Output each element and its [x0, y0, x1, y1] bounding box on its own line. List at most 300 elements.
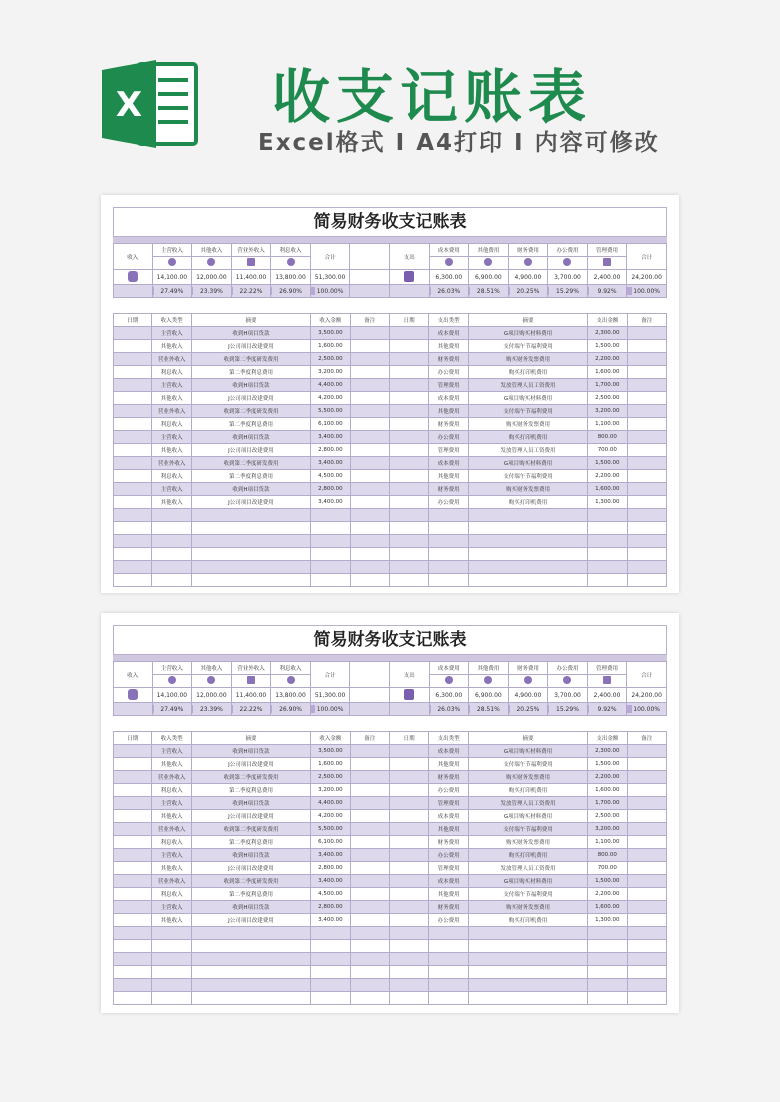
ledger-cell[interactable]: 发放管理人员工资费用: [468, 379, 587, 392]
ledger-cell[interactable]: 主营收入: [152, 327, 191, 340]
ledger-cell[interactable]: 财务费用: [429, 418, 468, 431]
ledger-cell[interactable]: [389, 758, 428, 771]
ledger-cell[interactable]: [350, 810, 389, 823]
ledger-cell[interactable]: 收到第二季度研发费用: [191, 771, 310, 784]
ledger-cell[interactable]: [350, 535, 389, 548]
ledger-cell[interactable]: [468, 522, 587, 535]
ledger-cell[interactable]: 成本费用: [429, 327, 468, 340]
ledger-cell[interactable]: [191, 561, 310, 574]
ledger-cell[interactable]: 6,100.00: [311, 418, 350, 431]
ledger-cell[interactable]: [627, 340, 666, 353]
ledger-cell[interactable]: [152, 992, 191, 1005]
ledger-cell[interactable]: [114, 758, 152, 771]
ledger-cell[interactable]: 4,400.00: [311, 379, 350, 392]
ledger-cell[interactable]: [114, 522, 152, 535]
ledger-cell[interactable]: 成本费用: [429, 810, 468, 823]
ledger-cell[interactable]: [191, 940, 310, 953]
ledger-cell[interactable]: [389, 992, 428, 1005]
ledger-cell[interactable]: [627, 535, 666, 548]
ledger-cell[interactable]: [114, 849, 152, 862]
ledger-cell[interactable]: 3,500.00: [311, 327, 350, 340]
ledger-cell[interactable]: [191, 966, 310, 979]
ledger-cell[interactable]: 购买打印机费用: [468, 914, 587, 927]
ledger-cell[interactable]: 800.00: [588, 431, 627, 444]
ledger-cell[interactable]: 营业外收入: [152, 823, 191, 836]
ledger-cell[interactable]: [429, 927, 468, 940]
ledger-cell[interactable]: 财务费用: [429, 836, 468, 849]
ledger-cell[interactable]: [627, 797, 666, 810]
ledger-cell[interactable]: [389, 914, 428, 927]
ledger-cell[interactable]: [389, 496, 428, 509]
ledger-cell[interactable]: [350, 836, 389, 849]
ledger-cell[interactable]: [311, 953, 350, 966]
ledger-cell[interactable]: [114, 927, 152, 940]
ledger-cell[interactable]: G项目购买材料费用: [468, 327, 587, 340]
ledger-cell[interactable]: G项目购买材料费用: [468, 392, 587, 405]
ledger-cell[interactable]: [114, 470, 152, 483]
ledger-cell[interactable]: [588, 522, 627, 535]
ledger-cell[interactable]: [389, 379, 428, 392]
ledger-cell[interactable]: 办公费用: [429, 431, 468, 444]
ledger-cell[interactable]: 1,600.00: [588, 366, 627, 379]
ledger-cell[interactable]: 第二季度利息费用: [191, 784, 310, 797]
ledger-cell[interactable]: [114, 418, 152, 431]
ledger-cell[interactable]: [389, 797, 428, 810]
ledger-cell[interactable]: [152, 940, 191, 953]
ledger-cell[interactable]: [627, 561, 666, 574]
ledger-cell[interactable]: 支付端午节福利费用: [468, 823, 587, 836]
ledger-cell[interactable]: [389, 418, 428, 431]
ledger-cell[interactable]: 5,500.00: [311, 823, 350, 836]
ledger-cell[interactable]: [350, 758, 389, 771]
ledger-cell[interactable]: [389, 849, 428, 862]
ledger-cell[interactable]: [114, 327, 152, 340]
ledger-cell[interactable]: 购买财务发票费用: [468, 483, 587, 496]
ledger-cell[interactable]: [627, 522, 666, 535]
ledger-cell[interactable]: [350, 379, 389, 392]
ledger-cell[interactable]: 主营收入: [152, 745, 191, 758]
ledger-cell[interactable]: [429, 574, 468, 587]
ledger-cell[interactable]: 3,200.00: [588, 823, 627, 836]
ledger-cell[interactable]: 3,500.00: [311, 745, 350, 758]
ledger-cell[interactable]: [627, 758, 666, 771]
ledger-cell[interactable]: [114, 548, 152, 561]
ledger-cell[interactable]: [152, 574, 191, 587]
ledger-cell[interactable]: 收到第二季度研发费用: [191, 875, 310, 888]
ledger-cell[interactable]: 其他费用: [429, 340, 468, 353]
ledger-cell[interactable]: [152, 953, 191, 966]
ledger-cell[interactable]: [311, 522, 350, 535]
ledger-cell[interactable]: J公司项目改建费用: [191, 340, 310, 353]
ledger-cell[interactable]: [389, 771, 428, 784]
ledger-cell[interactable]: [389, 444, 428, 457]
ledger-cell[interactable]: [389, 340, 428, 353]
ledger-cell[interactable]: J公司项目改建费用: [191, 914, 310, 927]
ledger-cell[interactable]: [350, 470, 389, 483]
ledger-cell[interactable]: 支付端午节福利费用: [468, 405, 587, 418]
ledger-cell[interactable]: [588, 953, 627, 966]
ledger-cell[interactable]: [389, 483, 428, 496]
ledger-cell[interactable]: [468, 953, 587, 966]
ledger-cell[interactable]: 营业外收入: [152, 353, 191, 366]
ledger-cell[interactable]: [350, 548, 389, 561]
ledger-cell[interactable]: 1,500.00: [588, 758, 627, 771]
ledger-cell[interactable]: [468, 927, 587, 940]
ledger-cell[interactable]: 主营收入: [152, 849, 191, 862]
ledger-cell[interactable]: 收到H项目货款: [191, 797, 310, 810]
ledger-cell[interactable]: [429, 966, 468, 979]
ledger-cell[interactable]: [114, 992, 152, 1005]
ledger-cell[interactable]: [152, 509, 191, 522]
ledger-cell[interactable]: [114, 979, 152, 992]
ledger-cell[interactable]: 办公费用: [429, 914, 468, 927]
ledger-cell[interactable]: 成本费用: [429, 875, 468, 888]
ledger-cell[interactable]: [468, 548, 587, 561]
ledger-cell[interactable]: [350, 457, 389, 470]
ledger-cell[interactable]: [114, 392, 152, 405]
ledger-cell[interactable]: [114, 888, 152, 901]
ledger-cell[interactable]: 4,500.00: [311, 888, 350, 901]
ledger-cell[interactable]: 办公费用: [429, 849, 468, 862]
ledger-cell[interactable]: 2,800.00: [311, 901, 350, 914]
ledger-cell[interactable]: 第二季度利息费用: [191, 888, 310, 901]
ledger-cell[interactable]: 办公费用: [429, 366, 468, 379]
ledger-cell[interactable]: [350, 966, 389, 979]
ledger-cell[interactable]: [389, 548, 428, 561]
ledger-cell[interactable]: [114, 366, 152, 379]
ledger-cell[interactable]: 发放管理人员工资费用: [468, 862, 587, 875]
ledger-cell[interactable]: [627, 392, 666, 405]
ledger-cell[interactable]: [350, 353, 389, 366]
ledger-cell[interactable]: [350, 405, 389, 418]
ledger-cell[interactable]: [468, 535, 587, 548]
ledger-cell[interactable]: 办公费用: [429, 496, 468, 509]
ledger-cell[interactable]: [311, 966, 350, 979]
ledger-cell[interactable]: [627, 745, 666, 758]
ledger-cell[interactable]: [468, 509, 587, 522]
ledger-cell[interactable]: [588, 992, 627, 1005]
ledger-cell[interactable]: J公司项目改建费用: [191, 810, 310, 823]
ledger-cell[interactable]: [627, 444, 666, 457]
ledger-cell[interactable]: 购买打印机费用: [468, 496, 587, 509]
ledger-cell[interactable]: [588, 535, 627, 548]
ledger-cell[interactable]: [311, 979, 350, 992]
ledger-cell[interactable]: [468, 561, 587, 574]
ledger-cell[interactable]: [152, 561, 191, 574]
ledger-cell[interactable]: [468, 979, 587, 992]
ledger-cell[interactable]: [389, 966, 428, 979]
ledger-cell[interactable]: [468, 574, 587, 587]
ledger-cell[interactable]: 1,300.00: [588, 496, 627, 509]
ledger-cell[interactable]: [114, 574, 152, 587]
ledger-cell[interactable]: [152, 548, 191, 561]
ledger-cell[interactable]: 1,600.00: [588, 901, 627, 914]
ledger-cell[interactable]: [350, 823, 389, 836]
ledger-cell[interactable]: 其他费用: [429, 823, 468, 836]
ledger-cell[interactable]: 2,300.00: [588, 327, 627, 340]
ledger-cell[interactable]: [114, 561, 152, 574]
ledger-cell[interactable]: [350, 992, 389, 1005]
ledger-cell[interactable]: [627, 771, 666, 784]
ledger-cell[interactable]: [627, 470, 666, 483]
ledger-cell[interactable]: [389, 561, 428, 574]
ledger-cell[interactable]: 1,500.00: [588, 875, 627, 888]
ledger-cell[interactable]: 3,200.00: [588, 405, 627, 418]
ledger-cell[interactable]: 2,300.00: [588, 745, 627, 758]
ledger-cell[interactable]: [389, 431, 428, 444]
ledger-cell[interactable]: [627, 483, 666, 496]
ledger-cell[interactable]: 利息收入: [152, 836, 191, 849]
ledger-cell[interactable]: [588, 940, 627, 953]
ledger-cell[interactable]: G项目购买材料费用: [468, 875, 587, 888]
ledger-cell[interactable]: 支付端午节福利费用: [468, 470, 587, 483]
ledger-cell[interactable]: 购买打印机费用: [468, 366, 587, 379]
ledger-cell[interactable]: [627, 823, 666, 836]
ledger-cell[interactable]: [114, 784, 152, 797]
ledger-cell[interactable]: 800.00: [588, 849, 627, 862]
ledger-cell[interactable]: 4,500.00: [311, 470, 350, 483]
ledger-cell[interactable]: [350, 927, 389, 940]
ledger-cell[interactable]: J公司项目改建费用: [191, 392, 310, 405]
ledger-cell[interactable]: 购买财务发票费用: [468, 771, 587, 784]
ledger-cell[interactable]: [389, 784, 428, 797]
ledger-cell[interactable]: [429, 992, 468, 1005]
ledger-cell[interactable]: 其他费用: [429, 888, 468, 901]
ledger-cell[interactable]: [191, 953, 310, 966]
ledger-cell[interactable]: [627, 940, 666, 953]
ledger-cell[interactable]: [114, 862, 152, 875]
ledger-cell[interactable]: [114, 509, 152, 522]
ledger-cell[interactable]: [389, 457, 428, 470]
ledger-cell[interactable]: [429, 940, 468, 953]
ledger-cell[interactable]: [389, 810, 428, 823]
ledger-cell[interactable]: [588, 561, 627, 574]
ledger-cell[interactable]: J公司项目改建费用: [191, 496, 310, 509]
ledger-cell[interactable]: 收到第二季度研发费用: [191, 405, 310, 418]
ledger-cell[interactable]: [350, 901, 389, 914]
ledger-cell[interactable]: [311, 574, 350, 587]
ledger-cell[interactable]: 收到H项目货款: [191, 431, 310, 444]
ledger-cell[interactable]: 收到第二季度研发费用: [191, 457, 310, 470]
ledger-cell[interactable]: 2,200.00: [588, 353, 627, 366]
ledger-cell[interactable]: 2,500.00: [311, 353, 350, 366]
ledger-cell[interactable]: [627, 548, 666, 561]
ledger-cell[interactable]: [114, 444, 152, 457]
ledger-cell[interactable]: [350, 888, 389, 901]
ledger-cell[interactable]: [114, 940, 152, 953]
ledger-cell[interactable]: [350, 574, 389, 587]
ledger-cell[interactable]: [429, 548, 468, 561]
ledger-cell[interactable]: 管理费用: [429, 444, 468, 457]
ledger-cell[interactable]: [311, 509, 350, 522]
ledger-cell[interactable]: G项目购买材料费用: [468, 457, 587, 470]
ledger-cell[interactable]: [114, 901, 152, 914]
ledger-cell[interactable]: [627, 966, 666, 979]
ledger-cell[interactable]: [389, 327, 428, 340]
ledger-cell[interactable]: 5,500.00: [311, 405, 350, 418]
ledger-cell[interactable]: [350, 745, 389, 758]
ledger-cell[interactable]: 支付端午节福利费用: [468, 340, 587, 353]
ledger-cell[interactable]: 4,200.00: [311, 392, 350, 405]
ledger-cell[interactable]: [627, 953, 666, 966]
ledger-cell[interactable]: 其他收入: [152, 914, 191, 927]
ledger-cell[interactable]: 收到H项目货款: [191, 379, 310, 392]
ledger-cell[interactable]: 其他收入: [152, 340, 191, 353]
ledger-cell[interactable]: G项目购买材料费用: [468, 745, 587, 758]
ledger-cell[interactable]: [350, 561, 389, 574]
ledger-cell[interactable]: 6,100.00: [311, 836, 350, 849]
ledger-cell[interactable]: [114, 914, 152, 927]
ledger-cell[interactable]: [389, 535, 428, 548]
ledger-cell[interactable]: 2,200.00: [588, 888, 627, 901]
ledger-cell[interactable]: 购买打印机费用: [468, 849, 587, 862]
ledger-cell[interactable]: [627, 810, 666, 823]
ledger-cell[interactable]: 1,100.00: [588, 836, 627, 849]
ledger-cell[interactable]: [627, 379, 666, 392]
ledger-cell[interactable]: 1,100.00: [588, 418, 627, 431]
ledger-cell[interactable]: [311, 548, 350, 561]
ledger-cell[interactable]: 4,200.00: [311, 810, 350, 823]
ledger-cell[interactable]: [389, 979, 428, 992]
ledger-cell[interactable]: [114, 379, 152, 392]
ledger-cell[interactable]: 购买财务发票费用: [468, 836, 587, 849]
ledger-cell[interactable]: [350, 875, 389, 888]
ledger-cell[interactable]: 利息收入: [152, 470, 191, 483]
ledger-cell[interactable]: 财务费用: [429, 483, 468, 496]
ledger-cell[interactable]: [627, 327, 666, 340]
ledger-cell[interactable]: 第二季度利息费用: [191, 418, 310, 431]
ledger-cell[interactable]: [627, 901, 666, 914]
ledger-cell[interactable]: [389, 745, 428, 758]
ledger-cell[interactable]: [588, 548, 627, 561]
ledger-cell[interactable]: [389, 470, 428, 483]
ledger-cell[interactable]: [350, 431, 389, 444]
ledger-cell[interactable]: [627, 836, 666, 849]
ledger-cell[interactable]: [350, 509, 389, 522]
ledger-cell[interactable]: [350, 914, 389, 927]
ledger-cell[interactable]: [114, 966, 152, 979]
ledger-cell[interactable]: 2,800.00: [311, 483, 350, 496]
ledger-cell[interactable]: [311, 940, 350, 953]
ledger-cell[interactable]: 其他收入: [152, 496, 191, 509]
ledger-cell[interactable]: [627, 992, 666, 1005]
ledger-cell[interactable]: 成本费用: [429, 745, 468, 758]
ledger-cell[interactable]: 管理费用: [429, 797, 468, 810]
ledger-cell[interactable]: [152, 522, 191, 535]
ledger-cell[interactable]: [588, 979, 627, 992]
ledger-cell[interactable]: 1,700.00: [588, 797, 627, 810]
ledger-cell[interactable]: [152, 966, 191, 979]
ledger-cell[interactable]: 营业外收入: [152, 457, 191, 470]
ledger-cell[interactable]: [389, 836, 428, 849]
ledger-cell[interactable]: [350, 979, 389, 992]
ledger-cell[interactable]: [429, 561, 468, 574]
ledger-cell[interactable]: 3,400.00: [311, 457, 350, 470]
ledger-cell[interactable]: 主营收入: [152, 431, 191, 444]
ledger-cell[interactable]: 利息收入: [152, 366, 191, 379]
ledger-cell[interactable]: [191, 992, 310, 1005]
ledger-cell[interactable]: [191, 548, 310, 561]
ledger-cell[interactable]: [627, 366, 666, 379]
ledger-cell[interactable]: [389, 392, 428, 405]
ledger-cell[interactable]: 3,400.00: [311, 875, 350, 888]
ledger-cell[interactable]: 利息收入: [152, 418, 191, 431]
ledger-cell[interactable]: 其他收入: [152, 758, 191, 771]
ledger-cell[interactable]: 3,400.00: [311, 914, 350, 927]
ledger-cell[interactable]: [627, 509, 666, 522]
ledger-cell[interactable]: 第二季度利息费用: [191, 836, 310, 849]
ledger-cell[interactable]: [627, 418, 666, 431]
ledger-cell[interactable]: 其他费用: [429, 470, 468, 483]
ledger-cell[interactable]: [389, 901, 428, 914]
ledger-cell[interactable]: [389, 366, 428, 379]
ledger-cell[interactable]: [191, 535, 310, 548]
ledger-cell[interactable]: [350, 862, 389, 875]
ledger-cell[interactable]: [389, 574, 428, 587]
ledger-cell[interactable]: [350, 444, 389, 457]
ledger-cell[interactable]: [152, 979, 191, 992]
ledger-cell[interactable]: [627, 496, 666, 509]
ledger-cell[interactable]: 2,500.00: [588, 392, 627, 405]
ledger-cell[interactable]: [114, 875, 152, 888]
ledger-cell[interactable]: [627, 353, 666, 366]
ledger-cell[interactable]: [389, 509, 428, 522]
ledger-cell[interactable]: 3,400.00: [311, 496, 350, 509]
ledger-cell[interactable]: [429, 979, 468, 992]
ledger-cell[interactable]: 支付端午节福利费用: [468, 758, 587, 771]
ledger-cell[interactable]: 1,500.00: [588, 340, 627, 353]
ledger-cell[interactable]: [350, 784, 389, 797]
ledger-cell[interactable]: [350, 940, 389, 953]
ledger-cell[interactable]: 3,200.00: [311, 366, 350, 379]
ledger-cell[interactable]: G项目购买材料费用: [468, 810, 587, 823]
ledger-cell[interactable]: [627, 914, 666, 927]
ledger-cell[interactable]: [389, 862, 428, 875]
ledger-cell[interactable]: 2,200.00: [588, 470, 627, 483]
ledger-cell[interactable]: [468, 992, 587, 1005]
ledger-cell[interactable]: 1,600.00: [311, 340, 350, 353]
ledger-cell[interactable]: [350, 953, 389, 966]
ledger-cell[interactable]: 成本费用: [429, 392, 468, 405]
ledger-cell[interactable]: [350, 522, 389, 535]
ledger-cell[interactable]: [311, 535, 350, 548]
ledger-cell[interactable]: 2,500.00: [311, 771, 350, 784]
ledger-cell[interactable]: 管理费用: [429, 379, 468, 392]
ledger-cell[interactable]: [350, 392, 389, 405]
ledger-cell[interactable]: [588, 509, 627, 522]
ledger-cell[interactable]: 700.00: [588, 444, 627, 457]
ledger-cell[interactable]: [114, 771, 152, 784]
ledger-cell[interactable]: [627, 849, 666, 862]
ledger-cell[interactable]: [588, 927, 627, 940]
ledger-cell[interactable]: 购买财务发票费用: [468, 901, 587, 914]
ledger-cell[interactable]: 购买财务发票费用: [468, 353, 587, 366]
ledger-cell[interactable]: [350, 496, 389, 509]
ledger-cell[interactable]: 主营收入: [152, 797, 191, 810]
ledger-cell[interactable]: 购买财务发票费用: [468, 418, 587, 431]
ledger-cell[interactable]: 1,300.00: [588, 914, 627, 927]
ledger-cell[interactable]: 收到H项目货款: [191, 745, 310, 758]
ledger-cell[interactable]: [114, 745, 152, 758]
ledger-cell[interactable]: [389, 888, 428, 901]
ledger-cell[interactable]: [191, 927, 310, 940]
ledger-cell[interactable]: [350, 327, 389, 340]
ledger-cell[interactable]: 收到H项目货款: [191, 901, 310, 914]
ledger-cell[interactable]: [114, 340, 152, 353]
ledger-cell[interactable]: [152, 535, 191, 548]
ledger-cell[interactable]: [389, 953, 428, 966]
ledger-cell[interactable]: [429, 953, 468, 966]
